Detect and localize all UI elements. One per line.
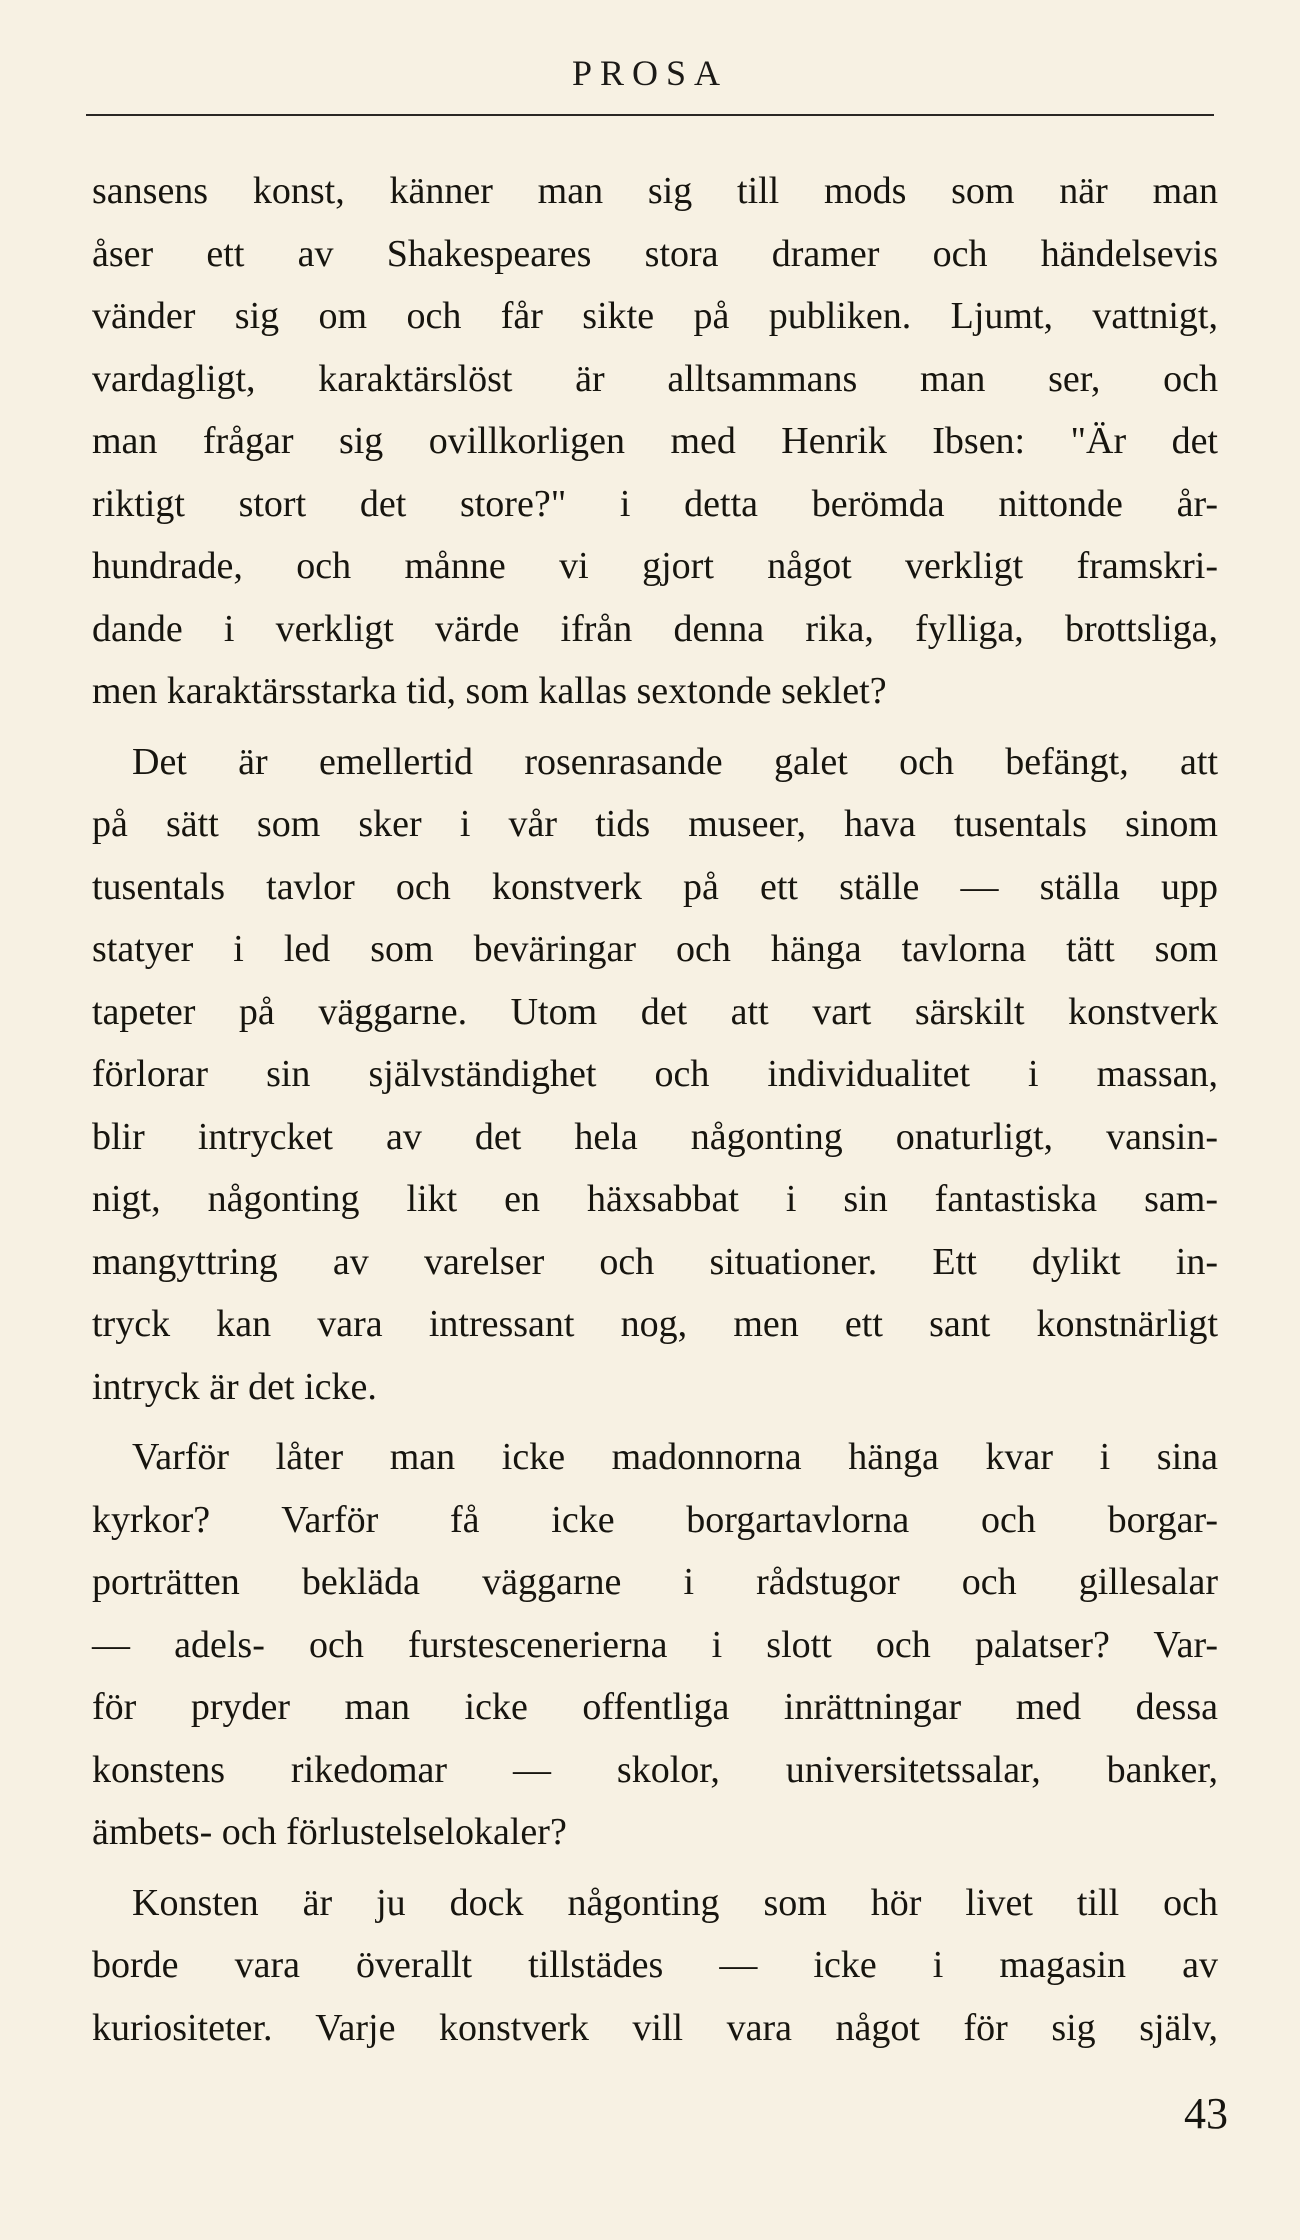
text-line: tusentals tavlor och konstverk på ett ställe — ställa upp	[92, 865, 1218, 908]
text-line: sansens konst, känner man sig till mods som när man	[92, 170, 1218, 212]
text-line: — adels- och furstescenerierna i slott och palatser? Var-	[92, 1623, 1218, 1666]
text-line: på sätt som sker i vår tids museer, hava tusentals sinom	[92, 803, 1218, 845]
body-text	[92, 160, 1218, 2059]
text-line: Konsten är ju dock någonting som hör livet till och	[132, 1881, 1218, 1924]
paragraph-3	[92, 1426, 1218, 1864]
text-line: dande i verkligt värde ifrån denna rika, fylliga, brottsliga,	[92, 607, 1218, 650]
text-line: blir intrycket av det hela någonting onaturligt, vansin-	[92, 1115, 1218, 1158]
text-line: statyer i led som beväringar och hänga tavlorna tätt som	[92, 928, 1218, 970]
header-rule	[86, 114, 1214, 116]
text-line: konstens rikedomar — skolor, universitetssalar, banker,	[92, 1748, 1218, 1791]
text-line: hundrade, och månne vi gjort något verkligt framskri-	[92, 545, 1218, 587]
text-line: vardagligt, karaktärslöst är alltsammans man ser, och	[92, 357, 1218, 400]
text-line: borde vara överallt tillstädes — icke i magasin av	[92, 1944, 1218, 1986]
paragraph-4	[92, 1872, 1218, 2060]
text-line: kuriositeter. Varje konstverk vill vara något för sig själv,	[92, 2006, 1218, 2049]
text-line: men karaktärsstarka tid, som kallas sextonde seklet?	[92, 670, 887, 712]
text-line: nigt, någonting likt en häxsabbat i sin fantastiska sam-	[92, 1178, 1218, 1220]
text-line: mangyttring av varelser och situationer. Ett dylikt in-	[92, 1240, 1218, 1283]
text-line: Det är emellertid rosenrasande galet och befängt, att	[132, 740, 1218, 783]
paragraph-1	[92, 160, 1218, 723]
text-line: vänder sig om och får sikte på publiken. Ljumt, vattnigt,	[92, 295, 1218, 337]
text-line: intryck är det icke.	[92, 1365, 377, 1408]
text-line: riktigt stort det store?" i detta berömda nittonde år-	[92, 482, 1218, 525]
running-header: PROSA	[571, 53, 729, 93]
paragraph-2	[92, 731, 1218, 1419]
page-number: 43	[1184, 2089, 1228, 2138]
text-line: för pryder man icke offentliga inrättningar med dessa	[92, 1686, 1218, 1728]
text-line: porträtten bekläda väggarne i rådstugor och gillesalar	[92, 1561, 1218, 1603]
text-line: tapeter på väggarne. Utom det att vart särskilt konstverk	[92, 990, 1218, 1033]
text-line: tryck kan vara intressant nog, men ett sant konstnärligt	[92, 1303, 1218, 1345]
text-line: Varför låter man icke madonnorna hänga kvar i sina	[132, 1436, 1218, 1478]
text-line: man frågar sig ovillkorligen med Henrik Ibsen: "Är det	[92, 420, 1218, 462]
text-line: kyrkor? Varför få icke borgartavlorna och borgar-	[92, 1498, 1218, 1541]
text-line: åser ett av Shakespeares stora dramer och händelsevis	[92, 232, 1218, 275]
text-line: ämbets- och förlustelselokaler?	[92, 1811, 567, 1853]
text-line: förlorar sin självständighet och individualitet i massan,	[92, 1053, 1218, 1095]
